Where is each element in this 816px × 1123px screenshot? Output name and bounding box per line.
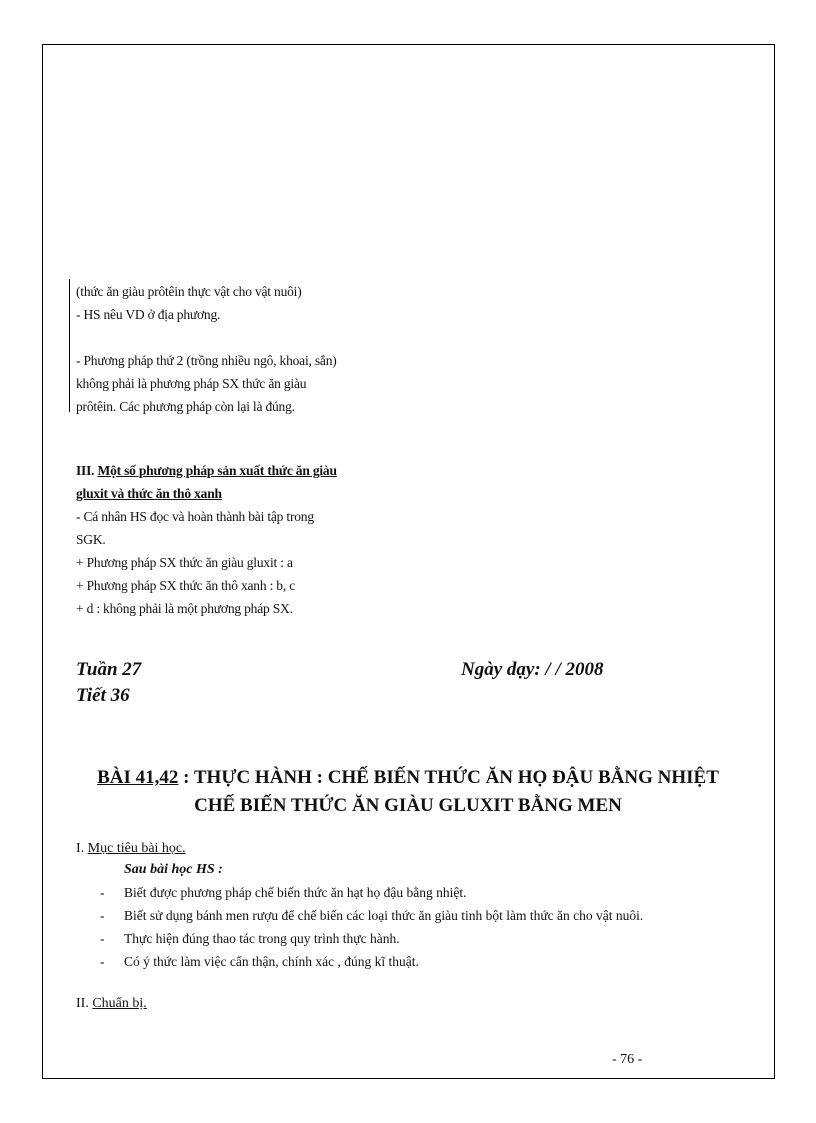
lesson-code: BÀI 41,42 [97, 767, 179, 788]
page-number: - 76 - [612, 1052, 643, 1067]
week-label: Tuần 27 [76, 659, 142, 680]
objective-item: - Thực hiện đúng thao tác trong quy trình thực hành. [100, 931, 400, 946]
preparation-heading [76, 993, 147, 1015]
objectives-number: I. [76, 841, 85, 856]
section-3-line: + d : không phải là một phương pháp SX. [76, 601, 293, 616]
preparation-title: Chuẩn bị. [92, 996, 147, 1011]
note-line: - Phương pháp thứ 2 (trồng nhiều ngô, khoai, sắn) [76, 353, 337, 368]
period-label: Tiết 36 [76, 685, 130, 706]
note-line: không phải là phương pháp SX thức ăn giàu [76, 376, 307, 391]
lesson-title-line2: CHẾ BIẾN THỨC ĂN GIÀU GLUXIT BẰNG MEN [194, 795, 622, 816]
lesson-title [60, 764, 756, 820]
note-line: - HS nêu VD ở địa phương. [76, 307, 221, 322]
objectives-title: Mục tiêu bài học. [87, 841, 186, 856]
section-3-line: - Cá nhân HS đọc và hoàn thành bài tập trong [76, 509, 314, 524]
week-period-info [76, 657, 141, 709]
objectives-intro: Sau bài học HS : [124, 862, 223, 877]
answer-notes [76, 280, 436, 418]
section-3-title-line1: Một số phương pháp sản xuất thức ăn giàu [97, 463, 337, 478]
section-3-line: SGK. [76, 532, 106, 547]
section-3-heading [76, 459, 436, 482]
column-divider [69, 279, 70, 412]
objectives-list [100, 881, 740, 973]
teaching-date: Ngày dạy: / / 2008 [461, 659, 604, 680]
section-3 [76, 459, 436, 620]
objective-item: - Có ý thức làm việc cẩn thận, chính xác , đúng kĩ thuật. [100, 954, 419, 969]
objectives-heading [76, 838, 186, 860]
preparation-number: II. [76, 996, 89, 1011]
objective-item: - Biết sử dụng bánh men rượu để chế biến các loại thức ăn giàu tinh bột làm thức ăn cho vật nuôi. [100, 908, 644, 923]
section-3-number: III. [76, 463, 95, 478]
lesson-title-line1: : THỰC HÀNH : CHẾ BIẾN THỨC ĂN HỌ ĐẬU BẰNG NHIỆT [178, 767, 719, 788]
objective-item: - Biết được phương pháp chế biến thức ăn hạt họ đậu bằng nhiệt. [100, 885, 467, 900]
note-line: (thức ăn giàu prôtêin thực vật cho vật nuôi) [76, 284, 302, 299]
section-3-line: + Phương pháp SX thức ăn thô xanh : b, c [76, 578, 295, 593]
section-3-title-line2: gluxit và thức ăn thô xanh [76, 486, 222, 501]
section-3-line: + Phương pháp SX thức ăn giàu gluxit : a [76, 555, 293, 570]
note-line: prôtêin. Các phương pháp còn lại là đúng. [76, 399, 295, 414]
